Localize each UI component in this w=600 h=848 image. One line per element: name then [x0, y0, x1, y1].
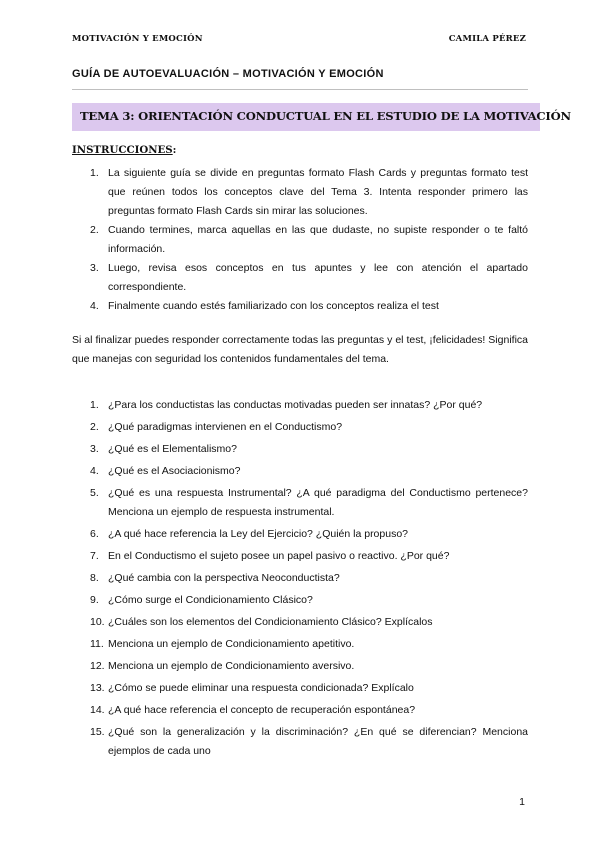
question-item [72, 396, 528, 415]
question-number: 12. [90, 660, 105, 672]
question-number: 13. [90, 682, 105, 694]
title-divider [72, 89, 528, 90]
question-text: Menciona un ejemplo de Condicionamiento apetitivo. [108, 638, 355, 650]
question-number: 10. [90, 616, 105, 628]
question-item [72, 525, 528, 544]
closing-paragraph: Si al finalizar puedes responder correctamente todas las preguntas y el test, ¡felicidades! Significa que manejas con seguridad los contenidos fundamentales del tema. [72, 334, 528, 365]
question-text: ¿A qué hace referencia el concepto de recuperación espontánea? [108, 704, 416, 716]
list-item-text: Luego, revisa esos conceptos en tus apuntes y lee con atención el apartado correspondiente. [108, 262, 528, 293]
question-number: 9. [90, 594, 99, 606]
question-number: 11. [90, 638, 104, 650]
question-item [72, 635, 528, 654]
question-text: ¿Cuáles son los elementos del Condicionamiento Clásico? Explícalos [108, 616, 433, 628]
question-item [72, 569, 528, 588]
topic-title: TEMA 3: ORIENTACIÓN CONDUCTUAL EN EL ESTUDIO DE LA MOTIVACIÓN [80, 109, 571, 123]
list-item [72, 259, 528, 297]
question-number: 2. [90, 421, 99, 433]
question-text: ¿A qué hace referencia la Ley del Ejercicio? ¿Quién la propuso? [108, 528, 409, 540]
header-author: CAMILA PÉREZ [448, 34, 526, 44]
question-text: ¿Cómo se puede eliminar una respuesta condicionada? Explícalo [108, 682, 414, 694]
question-number: 7. [90, 550, 99, 562]
header-subject: MOTIVACIÓN Y EMOCIÓN [72, 34, 203, 44]
list-item [72, 297, 528, 316]
question-item [72, 418, 528, 437]
list-item-number: 2. [90, 224, 99, 236]
list-item [72, 164, 528, 221]
question-number: 15. [90, 726, 105, 738]
questions-list [72, 396, 528, 764]
question-text: En el Conductismo el sujeto posee un papel pasivo o reactivo. ¿Por qué? [108, 550, 450, 562]
question-text: ¿Para los conductistas las conductas motivadas pueden ser innatas? ¿Por qué? [108, 399, 483, 411]
question-item [72, 462, 528, 481]
question-text: ¿Qué paradigmas intervienen en el Conductismo? [108, 421, 343, 433]
question-number: 14. [90, 704, 105, 716]
list-item-text: Cuando termines, marca aquellas en las que dudaste, no supiste responder o te faltó información. [108, 224, 528, 255]
question-text: ¿Qué es el Asociacionismo? [108, 465, 241, 477]
question-number: 1. [90, 399, 99, 411]
question-text: ¿Cómo surge el Condicionamiento Clásico? [108, 594, 313, 606]
question-number: 3. [90, 443, 99, 455]
list-item-number: 3. [90, 262, 99, 274]
guide-title: GUÍA DE AUTOEVALUACIÓN – MOTIVACIÓN Y EMOCIÓN [72, 68, 384, 80]
list-item-number: 4. [90, 300, 99, 312]
list-item-text: La siguiente guía se divide en preguntas formato Flash Cards y preguntas formato test que reúnen todos los conceptos clave del Tema 3. Intenta responder primero las preguntas formato Flash Cards sin mirar las soluciones. [108, 167, 528, 217]
list-item-text: Finalmente cuando estés familiarizado con los conceptos realiza el test [108, 300, 439, 312]
question-text: ¿Qué cambia con la perspectiva Neoconductista? [108, 572, 340, 584]
instructions-heading [72, 144, 176, 156]
question-number: 8. [90, 572, 99, 584]
question-item [72, 657, 528, 676]
instructions-heading-label: INSTRUCCIONES [72, 144, 173, 156]
question-item [72, 701, 528, 720]
question-text: Menciona un ejemplo de Condicionamiento aversivo. [108, 660, 355, 672]
question-item [72, 679, 528, 698]
question-item [72, 591, 528, 610]
question-text: ¿Qué son la generalización y la discriminación? ¿En qué se diferencian? Menciona ejemplos de cada uno [108, 726, 528, 757]
page-number: 1 [519, 796, 525, 808]
topic-banner [72, 103, 571, 131]
question-number: 6. [90, 528, 99, 540]
question-number: 4. [90, 465, 99, 477]
list-item-number: 1. [90, 167, 99, 179]
question-item [72, 440, 528, 459]
instructions-heading-colon: : [172, 144, 177, 156]
question-text: ¿Qué es el Elementalismo? [108, 443, 237, 455]
question-item [72, 484, 528, 522]
question-number: 5. [90, 487, 99, 499]
question-item [72, 723, 528, 761]
instructions-list [72, 164, 528, 316]
list-item [72, 221, 528, 259]
question-item [72, 613, 528, 632]
question-item [72, 547, 528, 566]
question-text: ¿Qué es una respuesta Instrumental? ¿A qué paradigma del Conductismo pertenece? Menciona un ejemplo de respuesta instrumental. [108, 487, 528, 518]
